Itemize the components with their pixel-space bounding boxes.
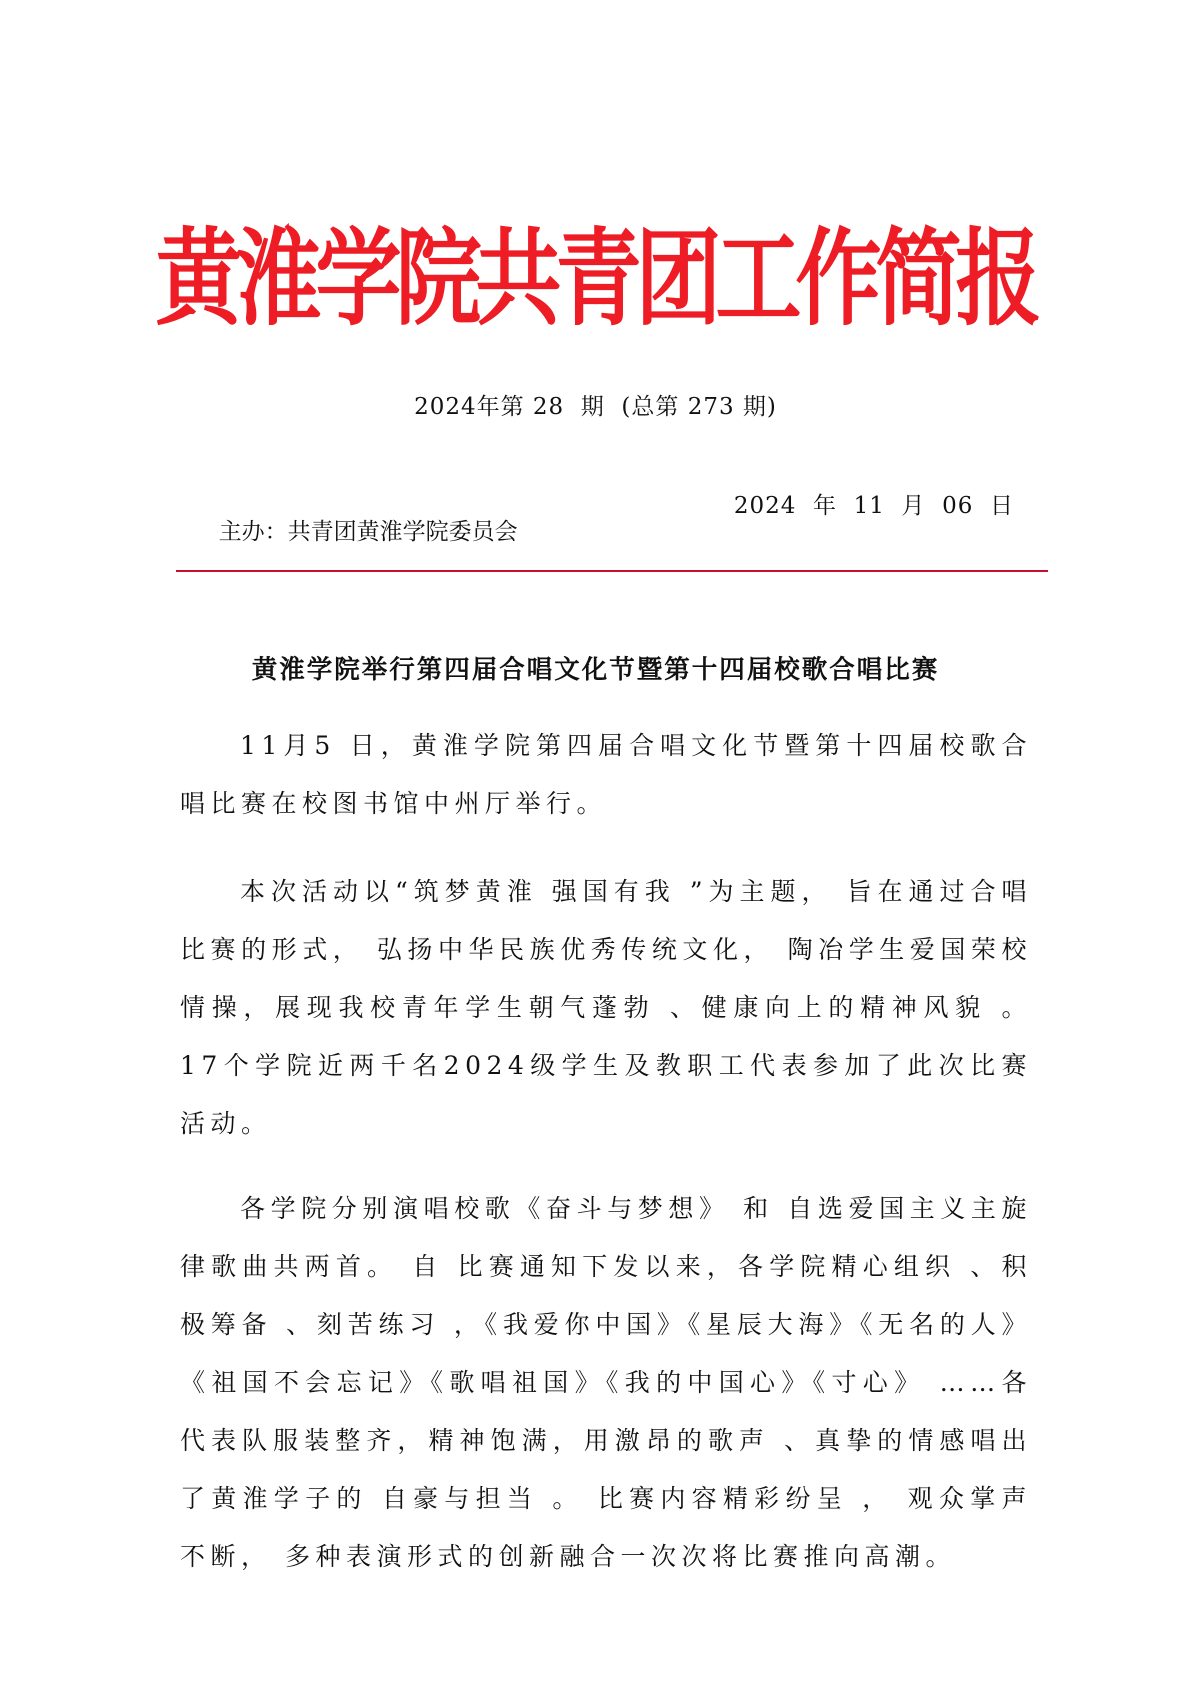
article-paragraph: 11月5 日，黄淮学院第四届合唱文化节暨第十四届校歌合唱比赛在校图书馆中州厅举行。 — [180, 731, 1032, 818]
issue-number: 2024年第 28 期 (总第 273 期) — [414, 394, 777, 420]
publish-date: 2024 年 11 月 06 日 — [733, 493, 1014, 519]
article-paragraph: 各学院分别演唱校歌《奋斗与梦想》 和 自选爱国主义主旋律歌曲共两首。 自 比赛通知下发以来，各学院精心组织 、积极筹备 、刻苦练习 ，《我爱你中国》《星辰大海》《无名的人》《祖国不会忘记》《歌唱祖国》《我的中国心》《寸心》 ……各代表队服装整齐，精神饱满，用激昂的歌声 、真挚的情感唱出了黄淮学子的 自豪与担当 。 比赛内容精彩纷呈 ， 观众掌声不断， 多种表演形式的创新融合一次次将比赛推向高潮。 — [180, 1194, 1032, 1571]
sponsor-label: 主办：共青团黄淮学院委员会 — [218, 519, 518, 545]
header-divider — [176, 570, 1048, 572]
article-paragraph: 本次活动以“筑梦黄淮 强国有我 ”为主题， 旨在通过合唱比赛的形式， 弘扬中华民族优秀传统文化， 陶冶学生爱国荣校情操，展现我校青年学生朝气蓬勃 、健康向上的精神风貌 。17个学院近两千名2024级学生及教职工代表参加了此次比赛活动。 — [180, 877, 1032, 1138]
article-title: 黄淮学院举行第四届合唱文化节暨第十四届校歌合唱比赛 — [251, 655, 940, 685]
masthead-title: 黄淮学院共青团工作简报 — [155, 218, 1036, 341]
sponsor-row — [204, 487, 1014, 572]
